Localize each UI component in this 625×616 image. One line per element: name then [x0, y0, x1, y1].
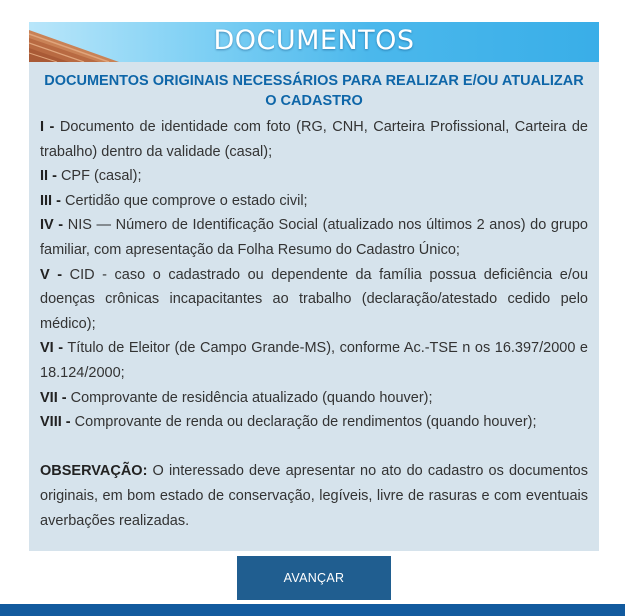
- item-number: III -: [40, 192, 61, 209]
- banner-title: DOCUMENTOS: [213, 25, 415, 56]
- list-item: [40, 410, 588, 435]
- list-item: [40, 164, 588, 189]
- documents-list: [40, 115, 588, 533]
- item-text: NIS — Número de Identificação Social (atualizado nos últimos 2 anos) do grupo familiar, com apresentação da Folha Resumo do Cadastro Único;: [40, 217, 588, 258]
- item-number: IV -: [40, 217, 64, 234]
- spacer: [40, 435, 588, 460]
- item-number: VII -: [40, 389, 67, 406]
- item-number: I -: [40, 119, 55, 135]
- list-item: [40, 386, 588, 411]
- observation-label: OBSERVAÇÃO:: [40, 463, 148, 480]
- list-item: [40, 213, 588, 262]
- advance-button[interactable]: AVANÇAR: [237, 556, 391, 600]
- footer-bar: [0, 604, 625, 616]
- item-text: CID - caso o cadastrado ou dependente da família possua deficiência e/ou doenças crônicas incapacitantes ao trabalho (declaração/atestado cedido pelo médico);: [40, 266, 589, 332]
- item-text: Certidão que comprove o estado civil;: [60, 192, 308, 209]
- item-number: II -: [40, 168, 57, 185]
- observation-text: O interessado deve apresentar no ato do cadastro os documentos originais, em bom estado de conservação, legíveis, livre de rasuras e com eventuais averbações realizadas.: [40, 463, 588, 529]
- item-text: Comprovante de residência atualizado (quando houver);: [66, 389, 433, 406]
- list-item: [40, 115, 588, 164]
- item-text: Título de Eleitor (de Campo Grande-MS), conforme Ac.-TSE n os 16.397/2000 e 18.124/2000;: [40, 340, 588, 381]
- item-text: Documento de identidade com foto (RG, CNH, Carteira Profissional, Carteira de trabalho) dentro da validade (casal);: [40, 119, 588, 160]
- item-text: CPF (casal);: [56, 168, 142, 185]
- list-item: [40, 263, 588, 337]
- list-item: [40, 336, 588, 385]
- item-text: Comprovante de renda ou declaração de rendimentos (quando houver);: [70, 414, 537, 431]
- item-number: VIII -: [40, 414, 71, 431]
- item-number: V -: [40, 266, 63, 283]
- section-heading: DOCUMENTOS ORIGINAIS NECESSÁRIOS PARA REALIZAR E/OU ATUALIZAR O CADASTRO: [44, 73, 584, 109]
- list-item: [40, 189, 588, 214]
- observation-note: [40, 459, 588, 533]
- documents-banner: [29, 22, 599, 62]
- item-number: VI -: [40, 340, 64, 357]
